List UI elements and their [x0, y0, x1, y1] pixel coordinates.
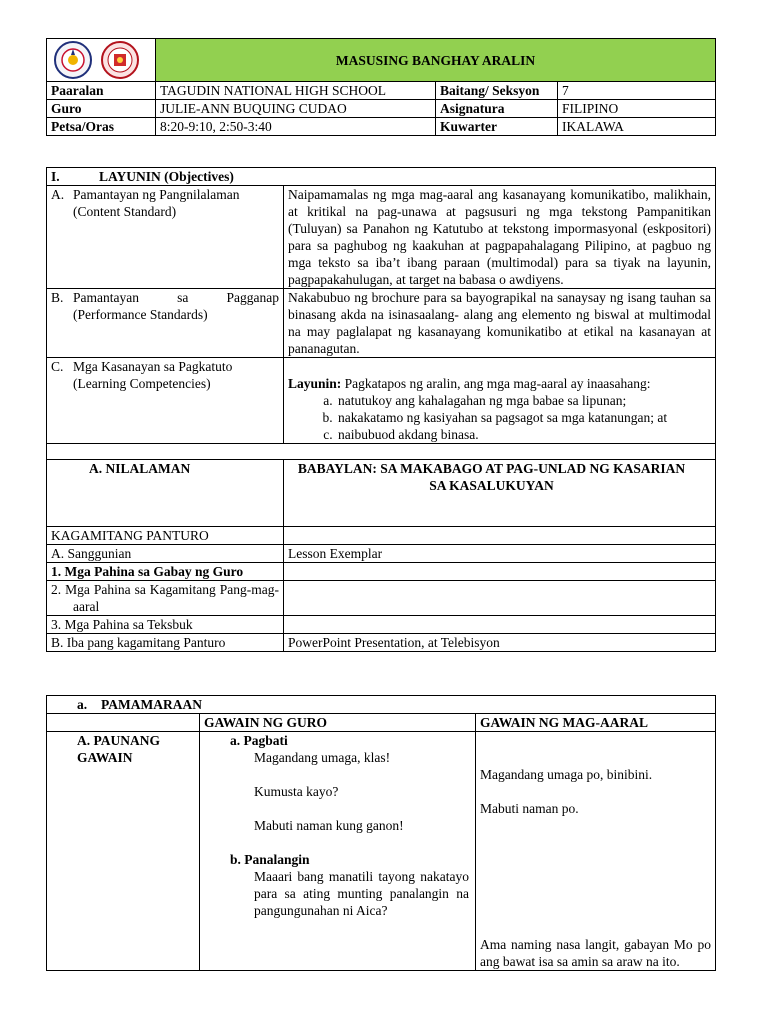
sanggunian-value: Lesson Exemplar [284, 545, 716, 563]
procedure-table [46, 695, 716, 971]
kuwarter-value: IKALAWA [558, 118, 716, 136]
asignatura-value: FILIPINO [558, 100, 716, 118]
student-column-header: GAWAIN NG MAG-AARAL [476, 714, 716, 732]
competencies-intro [288, 375, 711, 392]
list-item: c. naibubuod akdang binasa. [336, 426, 711, 443]
asignatura-label: Asignatura [436, 100, 558, 118]
objectives-heading [47, 168, 716, 186]
layunin-label: Layunin: [288, 376, 342, 391]
competencies-letter: C. [51, 359, 64, 374]
sanggunian-label: A. Sanggunian [47, 545, 284, 563]
baitang-value: 7 [558, 82, 716, 100]
layunin-text: Pagkatapos ng aralin, ang mga mag-aaral ay inaasahang: [341, 376, 651, 391]
content-standard-text: Pamantayan ng Pangnilalaman (Content Standard) [73, 187, 240, 219]
objectives-heading-text: LAYUNIN (Objectives) [99, 169, 234, 184]
objectives-numeral: I. [51, 169, 60, 184]
guro-value: JULIE-ANN BUQUING CUDAO [156, 100, 436, 118]
spacer-row [47, 444, 716, 460]
competencies-text: Mga Kasanayan sa Pagkatuto (Learning Competencies) [73, 359, 233, 391]
petsa-value: 8:20-9:10, 2:50-3:40 [156, 118, 436, 136]
competencies-value [284, 358, 716, 444]
student-line: Magandang umaga po, binibini. [480, 767, 653, 782]
student-prayer: Ama naming nasa langit, gabayan Mo po ang bawat isa sa amin sa araw na ito. [480, 937, 711, 969]
procedure-heading-letter: a. [77, 697, 88, 712]
gabay-guro-label: 1. Mga Pahina sa Gabay ng Guro [47, 563, 284, 581]
teacher-line: Mabuti naman kung ganon! [254, 818, 404, 833]
competencies-list [288, 392, 711, 443]
school-seal-icon [98, 41, 142, 79]
content-standard-letter: A. [51, 187, 65, 202]
teacher-line: Kumusta kayo? [254, 784, 339, 799]
deped-seal-icon [51, 41, 95, 79]
teacher-column-header: GAWAIN NG GURO [200, 714, 476, 732]
list-item: a. natutukoy ang kahalagahan ng mga babae sa lipunan; [336, 392, 711, 409]
kuwarter-label: Kuwarter [436, 118, 558, 136]
performance-standard-label [47, 289, 284, 358]
document-title: MASUSING BANGHAY ARALIN [156, 39, 716, 82]
competencies-label [47, 358, 284, 444]
procedure-blank-header [47, 714, 200, 732]
header-table [46, 38, 716, 136]
iba-pang-value: PowerPoint Presentation, at Telebisyon [284, 634, 716, 652]
procedure-heading [47, 696, 716, 714]
paunang-gawain-label: A. PAUNANG GAWAIN [47, 732, 200, 971]
student-line: Mabuti naman po. [480, 801, 579, 816]
objectives-table [46, 167, 716, 652]
pagbati-label: a. Pagbati [230, 733, 288, 748]
list-item: b. nakakatamo ng kasiyahan sa pagsagot sa mga katanungan; at [336, 409, 711, 426]
panalangin-label: b. Panalangin [230, 852, 310, 867]
teacher-activities [200, 732, 476, 971]
baitang-label: Baitang/ Seksyon [436, 82, 558, 100]
logo-cell [47, 39, 156, 82]
panalangin-text: Maaari bang manatili tayong nakatayo para sa ating munting panalangin na pangungunahan ni Aica? [254, 869, 469, 918]
paaralan-value: TAGUDIN NATIONAL HIGH SCHOOL [156, 82, 436, 100]
content-standard-label [47, 186, 284, 289]
gabay-guro-value [284, 563, 716, 581]
performance-standard-text: Pamantayan sa Pagganap (Performance Standards) [73, 290, 279, 322]
kagamitang-value [284, 581, 716, 616]
guro-label: Guro [47, 100, 156, 118]
paaralan-label: Paaralan [47, 82, 156, 100]
iba-pang-label: B. Iba pang kagamitang Panturo [47, 634, 284, 652]
teksbuk-label: 3. Mga Pahina sa Teksbuk [47, 616, 284, 634]
materials-heading-blank [284, 527, 716, 545]
nilalaman-label: A. NILALAMAN [47, 460, 284, 527]
petsa-label: Petsa/Oras [47, 118, 156, 136]
materials-heading: KAGAMITANG PANTURO [47, 527, 284, 545]
student-activities [476, 732, 716, 971]
content-standard-value: Naipamamalas ng mga mag-aaral ang kasanayang komunikatibo, malikhain, at kritikal na pag-unawa at pagsusuri ng mga tekstong Pampanitikan (Tuluyan) sa Panahon ng Katutubo at tekstong impormasyonal (eskpositori) para sa paghubog ng kaakuhan at pagpapahalagang Pilipino, at pagbuo ng mga teksto sa iba’t ibang paraan (multimodal) para sa tiyak na layunin, pagpapakahulugan, at target na babasa o awdiyens. [284, 186, 716, 289]
nilalaman-topic: BABAYLAN: SA MAKABAGO AT PAG-UNLAD NG KASARIAN SA KASALUKUYAN [284, 460, 716, 527]
teksbuk-value [284, 616, 716, 634]
procedure-heading-text: PAMAMARAAN [101, 697, 202, 712]
teacher-line: Magandang umaga, klas! [254, 750, 391, 765]
performance-standard-letter: B. [51, 290, 64, 305]
performance-standard-value: Nakabubuo ng brochure para sa bayograpikal na sanaysay ng isang tauhan sa binasang akda na isinasaalang- alang ang elemento ng biswal at multimodal na may paglalapat ng kasanayang komunikatibo at etikal na kasanayan at pananagutan. [284, 289, 716, 358]
kagamitang-label: 2. Mga Pahina sa Kagamitang Pang-mag-aaral [47, 581, 284, 616]
